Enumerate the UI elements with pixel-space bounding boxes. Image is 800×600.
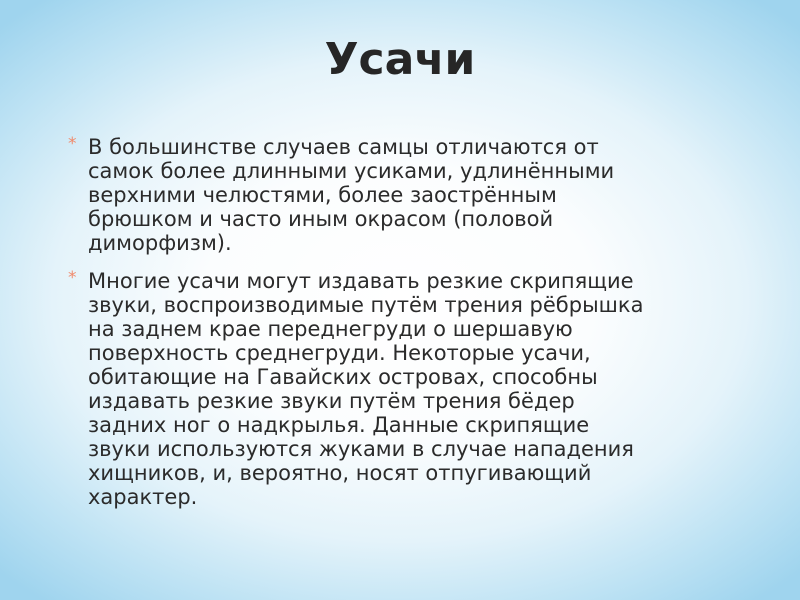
bullet-line: хищников, и, вероятно, носят отпугивающий: [88, 461, 592, 485]
bullet-line: задних ног о надкрылья. Данные скрипящие: [88, 413, 590, 437]
bullet-line: поверхность среднегруди. Некоторые усачи,: [88, 341, 591, 365]
bullet-line: обитающие на Гавайских островах, способны: [88, 365, 598, 389]
bullet-line: самок более длинными усиками, удлинёнными: [88, 159, 615, 183]
bullet-line: звуки используются жуками в случае нападения: [88, 437, 634, 461]
bullet-item: [66, 269, 726, 509]
bullet-line: брюшком и часто иным окрасом (половой: [88, 207, 554, 231]
slide-title: Усачи: [324, 34, 476, 85]
bullet-line: В большинстве случаев самцы отличаются от: [88, 135, 599, 159]
bullet-item: [66, 135, 726, 255]
bullet-line: характер.: [88, 485, 198, 509]
bullet-line: Многие усачи могут издавать резкие скрипящие: [88, 269, 634, 293]
bullet-asterisk-icon: *: [68, 134, 77, 154]
bullet-line: звуки, воспроизводимые путём трения рёбрышка: [88, 293, 644, 317]
bullet-asterisk-icon: *: [68, 268, 77, 288]
bullet-line: диморфизм).: [88, 231, 232, 255]
bullet-line: верхними челюстями, более заострённым: [88, 183, 557, 207]
bullet-list: [66, 135, 726, 523]
bullet-line: издавать резкие звуки путём трения бёдер: [88, 389, 575, 413]
bullet-line: на заднем крае переднегруди о шершавую: [88, 317, 573, 341]
